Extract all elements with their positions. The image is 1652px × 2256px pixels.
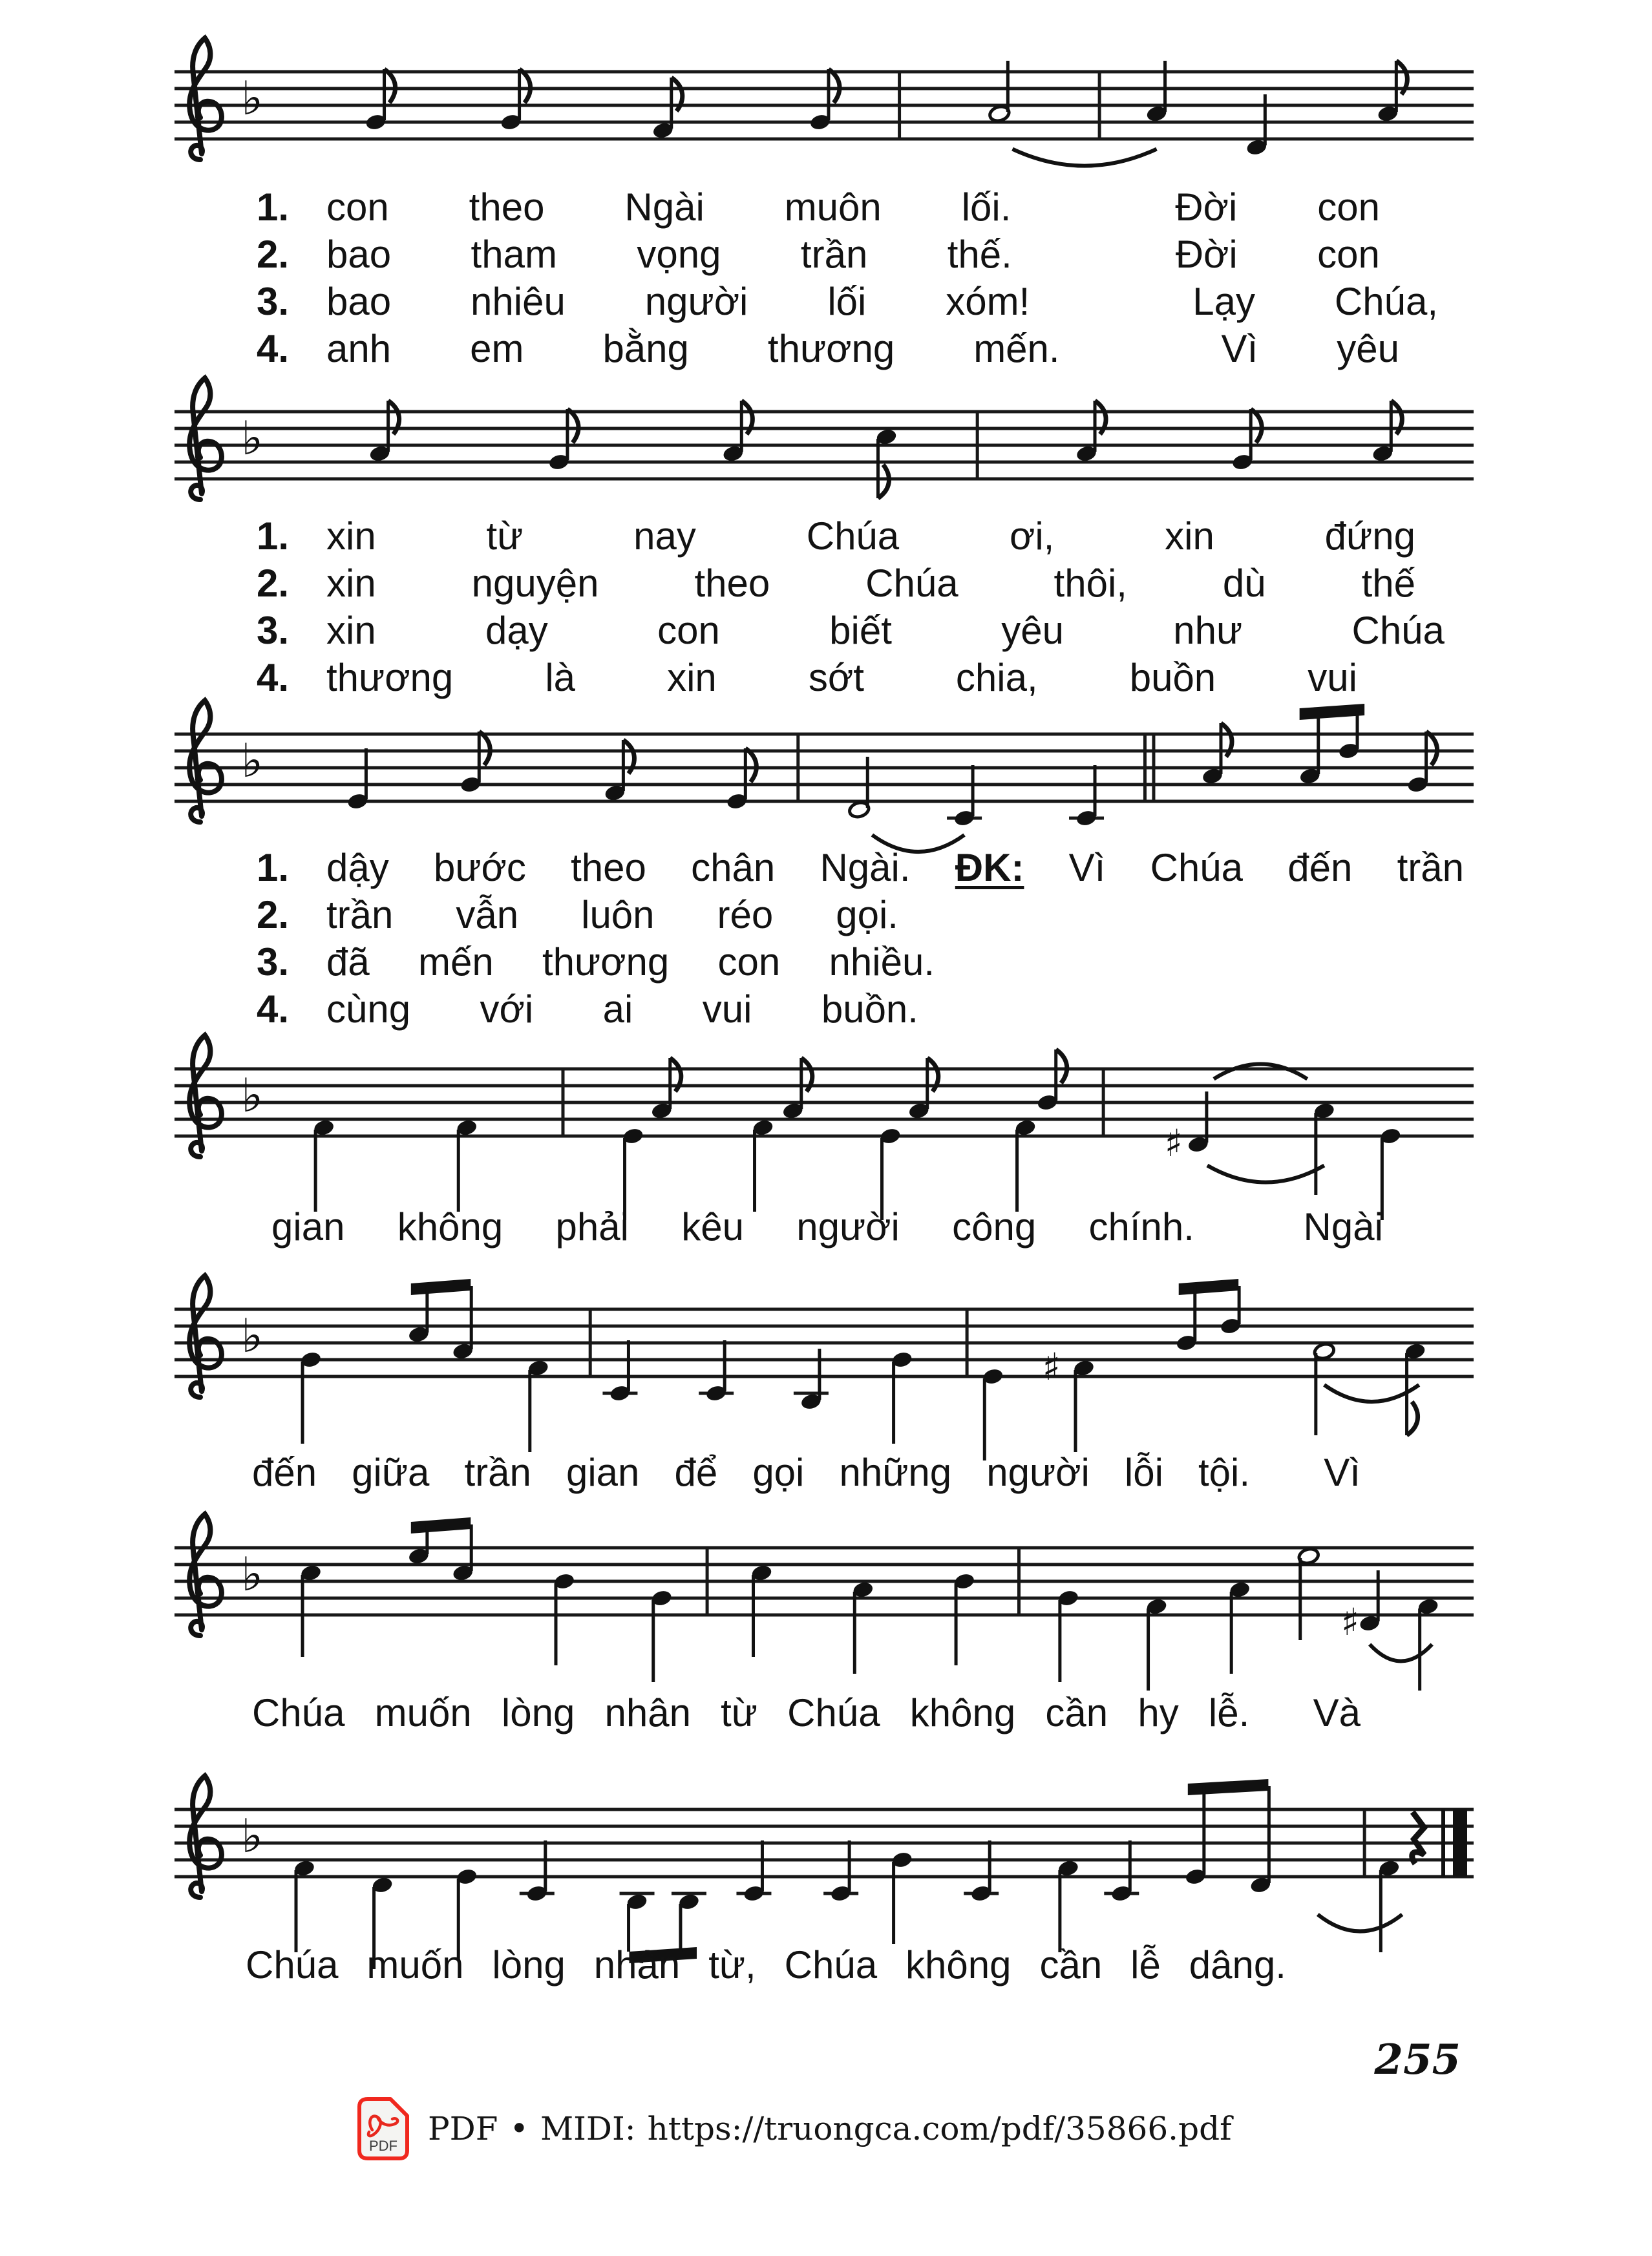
treble-clef-icon xyxy=(189,378,222,500)
lyric-word: không xyxy=(905,1943,1011,1987)
lyric-word: không xyxy=(397,1205,503,1249)
lyric-word: con xyxy=(326,185,389,229)
lyric-word: Chúa xyxy=(1150,846,1244,889)
flat-sign: ♭ xyxy=(241,733,263,788)
lyric-word: cần xyxy=(1045,1691,1108,1734)
lyric-word: nguyện xyxy=(471,562,599,605)
verse-block-3 xyxy=(0,847,1652,1047)
lyric-word: gian xyxy=(566,1451,640,1494)
flat-sign: ♭ xyxy=(241,1309,263,1363)
verse-block-2 xyxy=(0,515,1652,715)
verse-number: 4. xyxy=(257,327,290,370)
lyric-word: Chúa xyxy=(865,562,958,605)
lyric-word: đến xyxy=(1287,846,1353,889)
lyric-word: dậy xyxy=(326,846,389,889)
lyric-word: phải xyxy=(555,1205,629,1249)
lyric-word: công xyxy=(952,1205,1037,1249)
treble-clef-icon xyxy=(189,701,222,822)
lyric-word: những xyxy=(839,1451,952,1494)
flat-sign: ♭ xyxy=(241,71,263,125)
lyric-word: kêu xyxy=(681,1205,744,1249)
lyric-word: xin xyxy=(326,609,376,652)
chorus-line-3 xyxy=(252,1692,1361,1734)
lyric-word: thương xyxy=(767,327,895,370)
verse-line xyxy=(0,280,1652,328)
barline xyxy=(1098,72,1101,139)
lyric-word: con xyxy=(1317,233,1380,276)
slur xyxy=(1207,1166,1324,1183)
barline xyxy=(1143,734,1147,801)
lyric-word: vui xyxy=(702,987,752,1031)
slur xyxy=(1318,1915,1403,1932)
lyric-word: hy xyxy=(1138,1691,1179,1734)
lyric-word: lối. xyxy=(961,185,1011,229)
lyric-word: người xyxy=(796,1205,900,1249)
verse-number: 4. xyxy=(257,656,290,699)
lyric-word: nhân xyxy=(604,1691,691,1734)
lyric-word: gọi xyxy=(752,1451,805,1494)
lyric-word: người xyxy=(986,1451,1090,1494)
lyric-word: Chúa xyxy=(246,1943,339,1987)
verse-words xyxy=(326,186,1380,229)
lyric-word: gọi. xyxy=(836,893,898,936)
verse-line xyxy=(0,186,1652,233)
barline xyxy=(561,1069,564,1136)
verse-words xyxy=(326,233,1380,276)
lyric-word: trần xyxy=(1397,846,1464,889)
sharp-sign: ♯ xyxy=(1042,1345,1061,1389)
final-barline xyxy=(1453,1809,1467,1877)
lyric-word: bao xyxy=(326,280,392,323)
lyric-word: xin xyxy=(326,514,376,558)
verse-line xyxy=(0,988,1652,1035)
lyric-word: gian xyxy=(271,1205,345,1249)
lyric-word: Đời xyxy=(1175,185,1238,229)
treble-clef-icon xyxy=(189,1035,222,1157)
footer-url-link[interactable]: https://truongca.com/pdf/35866.pdf xyxy=(647,2110,1232,2147)
treble-clef-icon xyxy=(189,38,222,160)
flat-sign: ♭ xyxy=(241,1547,263,1601)
lyric-word: lễ. xyxy=(1208,1691,1250,1734)
footer xyxy=(357,2095,1232,2162)
verse-words xyxy=(326,609,1445,652)
verse-line xyxy=(0,894,1652,941)
lyric-word: lòng xyxy=(492,1943,566,1987)
verse-words xyxy=(326,657,1357,699)
verse-number: 2. xyxy=(257,233,290,276)
verse-words xyxy=(326,328,1399,370)
treble-clef-icon xyxy=(189,1514,222,1636)
verse-line xyxy=(0,515,1652,562)
lyric-word: réo xyxy=(717,893,774,936)
lyric-word: thương xyxy=(542,940,670,984)
footer-text xyxy=(428,2110,1232,2147)
treble-clef-icon xyxy=(189,1276,222,1397)
lyric-word: chia, xyxy=(955,656,1038,699)
lyric-word: buồn xyxy=(1129,656,1216,699)
verse-line xyxy=(0,562,1652,609)
quarter-rest xyxy=(1412,1812,1424,1864)
lyric-word: mến. xyxy=(973,327,1060,370)
barline xyxy=(1017,1548,1021,1615)
verse-number: 1. xyxy=(257,514,290,558)
barline xyxy=(1363,1809,1366,1877)
lyric-word: biết xyxy=(829,609,892,652)
lyric-word: ĐK: xyxy=(955,846,1024,889)
sharp-sign: ♯ xyxy=(1341,1600,1360,1644)
lyric-word: con xyxy=(717,940,781,984)
lyric-word: xin xyxy=(1165,514,1214,558)
pdf-icon-badge-text: PDF xyxy=(369,2138,397,2154)
lyric-word: lối xyxy=(827,280,867,323)
lyric-word: Chúa, xyxy=(1334,280,1438,323)
flat-sign: ♭ xyxy=(241,1809,263,1863)
lyric-word: em xyxy=(470,327,524,370)
verse-words xyxy=(326,515,1415,558)
lyric-word: sớt xyxy=(808,656,864,699)
lyric-word: Đời xyxy=(1175,233,1238,276)
verse-words xyxy=(326,280,1438,323)
verse-line xyxy=(0,609,1652,657)
lyric-word: như xyxy=(1173,609,1243,652)
lyric-word: vui xyxy=(1308,656,1357,699)
lyric-word: xin xyxy=(326,562,376,605)
lyric-word: từ xyxy=(721,1691,757,1734)
lyric-word: dạy xyxy=(485,609,548,652)
lyric-word: tham xyxy=(471,233,557,276)
lyric-word: anh xyxy=(326,327,392,370)
verse-words xyxy=(326,562,1415,605)
slur xyxy=(1012,149,1156,166)
lyric-word: bằng xyxy=(602,327,689,370)
lyric-word: Ngài. xyxy=(820,846,911,889)
lyric-word: với xyxy=(480,987,534,1031)
verse-number: 2. xyxy=(257,893,290,936)
lyric-word: muôn xyxy=(784,185,882,229)
verse-block-1 xyxy=(0,186,1652,386)
verse-number: 1. xyxy=(257,185,290,229)
lyric-word: Chúa xyxy=(784,1943,878,1987)
verse-words xyxy=(326,988,918,1031)
treble-clef-icon xyxy=(189,1776,222,1897)
lyric-word: chân xyxy=(691,846,776,889)
slur xyxy=(1324,1385,1419,1402)
lyric-word: bao xyxy=(326,233,392,276)
lyric-word: trần xyxy=(464,1451,531,1494)
verse-number: 2. xyxy=(257,562,290,605)
lyric-word: cùng xyxy=(326,987,411,1031)
lyric-word: Chúa xyxy=(252,1691,345,1734)
lyric-word: mến xyxy=(418,940,494,984)
lyric-word: lỗi xyxy=(1124,1451,1163,1494)
verse-line xyxy=(0,941,1652,988)
lyric-word: thế. xyxy=(947,233,1012,276)
footer-midi-label: MIDI: xyxy=(540,2110,636,2147)
slur xyxy=(1214,1064,1308,1079)
barline xyxy=(1102,1069,1105,1136)
lyric-word: giữa xyxy=(352,1451,430,1494)
pdf-file-icon[interactable] xyxy=(357,2096,410,2161)
barline xyxy=(589,1309,592,1376)
lyric-word: chính. xyxy=(1088,1205,1194,1249)
lyric-word: là xyxy=(545,656,576,699)
lyric-word: Chúa xyxy=(806,514,900,558)
lyric-word: đứng xyxy=(1324,514,1415,558)
slur xyxy=(1370,1645,1432,1661)
verse-line xyxy=(0,328,1652,375)
lyric-word: lễ xyxy=(1130,1943,1161,1987)
lyric-word: nhiều. xyxy=(829,940,935,984)
lyric-word: ai xyxy=(602,987,633,1031)
barline xyxy=(966,1309,969,1376)
lyric-word: Lạy xyxy=(1192,280,1255,323)
footer-bullet: • xyxy=(509,2110,529,2147)
footer-pdf-label: PDF xyxy=(428,2110,498,2147)
lyric-word: từ, xyxy=(708,1943,756,1987)
lyric-word: dù xyxy=(1222,562,1266,605)
lyric-word: tội. xyxy=(1198,1451,1251,1494)
lyric-word: Vì xyxy=(1324,1451,1361,1494)
lyric-word: người xyxy=(644,280,748,323)
lyric-word: yêu xyxy=(1001,609,1064,652)
lyric-word: theo xyxy=(469,185,545,229)
lyric-word: thương xyxy=(326,656,454,699)
lyric-word: yêu xyxy=(1337,327,1399,370)
verse-number: 3. xyxy=(257,940,290,984)
chorus-line-1 xyxy=(271,1206,1383,1249)
lyric-word: từ xyxy=(486,514,524,558)
lyric-word: thế xyxy=(1361,562,1415,605)
lyric-word: Ngài xyxy=(624,185,704,229)
verse-number: 1. xyxy=(257,846,290,889)
flat-sign: ♭ xyxy=(241,1068,263,1123)
lyric-word: Và xyxy=(1313,1691,1361,1734)
lyric-word: cần xyxy=(1039,1943,1103,1987)
barline xyxy=(898,72,901,139)
verse-number: 3. xyxy=(257,609,290,652)
lyric-word: con xyxy=(657,609,720,652)
verse-words xyxy=(326,941,935,984)
lyric-word: đã xyxy=(326,940,370,984)
lyric-word: trần xyxy=(326,893,394,936)
lyric-word: ơi, xyxy=(1009,514,1055,558)
lyric-word: lòng xyxy=(501,1691,575,1734)
lyric-word: trần xyxy=(800,233,868,276)
lyric-word: vẫn xyxy=(456,893,519,936)
verse-words xyxy=(326,894,898,936)
lyric-word: Ngài xyxy=(1303,1205,1383,1249)
lyric-word: vọng xyxy=(637,233,721,276)
barline xyxy=(796,734,800,801)
lyric-word: muốn xyxy=(366,1943,464,1987)
lyric-word: nhiêu xyxy=(471,280,566,323)
lyric-word: theo xyxy=(571,846,646,889)
chorus-line-4 xyxy=(246,1944,1286,1987)
lyric-word: không xyxy=(909,1691,1016,1734)
lyric-word: dâng. xyxy=(1189,1943,1286,1987)
lyric-word: bước xyxy=(433,846,526,889)
lyric-word: nhân xyxy=(593,1943,681,1987)
lyric-word: Chúa xyxy=(1351,609,1445,652)
verse-line xyxy=(0,847,1652,894)
verse-number: 3. xyxy=(257,280,290,323)
barline xyxy=(706,1548,709,1615)
lyric-word: Chúa xyxy=(787,1691,880,1734)
page-number: 255 xyxy=(1374,2036,1461,2084)
lyric-word: thôi, xyxy=(1054,562,1127,605)
lyric-word: đến xyxy=(252,1451,317,1494)
flat-sign: ♭ xyxy=(241,411,263,465)
lyric-word: buồn. xyxy=(821,987,918,1031)
barline xyxy=(976,412,979,479)
sharp-sign: ♯ xyxy=(1164,1121,1183,1165)
verse-words xyxy=(326,847,1464,889)
lyric-word: nay xyxy=(633,514,696,558)
chorus-line-2 xyxy=(252,1451,1361,1494)
lyric-word: Vì xyxy=(1068,846,1106,889)
verse-line xyxy=(0,657,1652,704)
lyric-word: con xyxy=(1317,185,1380,229)
lyric-word: Vì xyxy=(1221,327,1258,370)
lyric-word: muốn xyxy=(374,1691,472,1734)
lyric-word: xóm! xyxy=(946,280,1030,323)
lyric-word: theo xyxy=(694,562,770,605)
verse-number: 4. xyxy=(257,987,290,1031)
lyric-word: để xyxy=(674,1451,718,1494)
lyric-word: luôn xyxy=(581,893,655,936)
lyric-word: xin xyxy=(667,656,717,699)
verse-line xyxy=(0,233,1652,280)
